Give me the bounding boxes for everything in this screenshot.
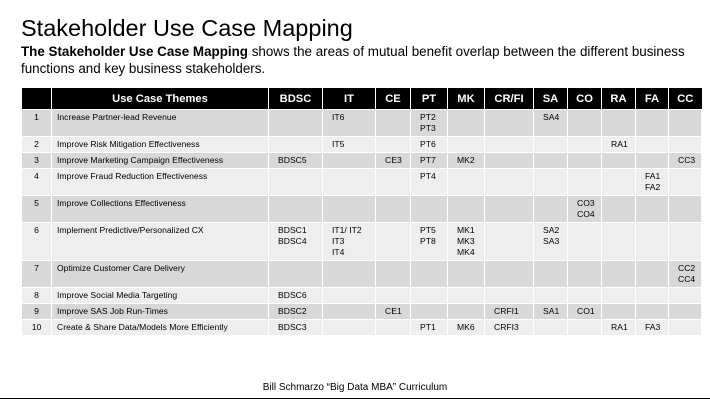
mapping-cell-cc — [669, 169, 702, 196]
mapping-cell-ce — [376, 196, 411, 223]
row-number: 6 — [22, 223, 52, 261]
header-use-case-themes: Use Case Themes — [52, 88, 269, 110]
mapping-cell-ce — [376, 223, 411, 261]
mapping-cell-cr-fi — [485, 137, 534, 153]
table-row — [22, 169, 702, 196]
mapping-code: BDSC4 — [278, 236, 307, 246]
header-cc: CC — [669, 88, 702, 110]
mapping-cell-pt — [411, 196, 448, 223]
mapping-cell-sa — [534, 169, 568, 196]
mapping-cell-cr-fi — [485, 223, 534, 261]
mapping-cell-fa — [636, 137, 669, 153]
header-sa: SA — [534, 88, 568, 110]
use-case-theme: Improve Fraud Reduction Effectiveness — [52, 169, 269, 196]
mapping-cell-ra — [602, 137, 636, 153]
mapping-code: CO4 — [577, 209, 595, 219]
use-case-theme: Improve SAS Job Run-Times — [52, 304, 269, 320]
mapping-cell-ra — [602, 110, 636, 137]
mapping-code: PT1 — [420, 322, 436, 332]
mapping-cell-bdsc — [269, 304, 323, 320]
header-ce: CE — [376, 88, 411, 110]
mapping-cell-bdsc — [269, 137, 323, 153]
mapping-code: BDSC1 — [278, 225, 307, 235]
row-number: 3 — [22, 153, 52, 169]
mapping-cell-bdsc — [269, 261, 323, 288]
use-case-theme: Increase Partner-lead Revenue — [52, 110, 269, 137]
mapping-code: CO1 — [577, 306, 595, 316]
mapping-cell-ce — [376, 320, 411, 336]
mapping-cell-cr-fi — [485, 110, 534, 137]
mapping-cell-ra — [602, 261, 636, 288]
mapping-cell-it — [323, 196, 376, 223]
mapping-cell-sa — [534, 196, 568, 223]
mapping-code: CRFI3 — [494, 322, 519, 332]
mapping-cell-cc — [669, 304, 702, 320]
mapping-code: PT3 — [420, 123, 436, 133]
mapping-cell-it — [323, 320, 376, 336]
mapping-cell-mk — [448, 110, 485, 137]
row-number: 1 — [22, 110, 52, 137]
mapping-cell-pt — [411, 110, 448, 137]
mapping-code: BDSC6 — [278, 290, 307, 300]
mapping-code: RA1 — [611, 322, 628, 332]
mapping-cell-cr-fi — [485, 153, 534, 169]
mapping-cell-bdsc — [269, 153, 323, 169]
row-number: 7 — [22, 261, 52, 288]
mapping-cell-ce — [376, 304, 411, 320]
mapping-cell-ra — [602, 223, 636, 261]
use-case-theme: Create & Share Data/Models More Efficiently — [52, 320, 269, 336]
header-ra: RA — [602, 88, 636, 110]
mapping-cell-ra — [602, 153, 636, 169]
mapping-cell-cr-fi — [485, 261, 534, 288]
mapping-cell-co — [568, 137, 602, 153]
mapping-code: BDSC2 — [278, 306, 307, 316]
mapping-code: PT8 — [420, 236, 436, 246]
mapping-cell-sa — [534, 153, 568, 169]
mapping-cell-pt — [411, 153, 448, 169]
row-number: 4 — [22, 169, 52, 196]
mapping-cell-mk — [448, 153, 485, 169]
mapping-cell-it — [323, 153, 376, 169]
mapping-code: BDSC5 — [278, 155, 307, 165]
table-body — [22, 110, 702, 336]
mapping-cell-ra — [602, 304, 636, 320]
mapping-code: PT7 — [420, 155, 436, 165]
table-header-row — [22, 88, 702, 110]
use-case-theme: Optimize Customer Care Delivery — [52, 261, 269, 288]
mapping-cell-ra — [602, 320, 636, 336]
row-number: 8 — [22, 288, 52, 304]
table-row — [22, 304, 702, 320]
mapping-code: SA2 — [543, 225, 560, 235]
mapping-cell-fa — [636, 153, 669, 169]
mapping-code: SA4 — [543, 112, 560, 122]
mapping-code: BDSC3 — [278, 322, 307, 332]
mapping-cell-co — [568, 261, 602, 288]
bottom-divider — [0, 398, 710, 399]
mapping-cell-it — [323, 169, 376, 196]
mapping-cell-fa — [636, 288, 669, 304]
mapping-code: SA1 — [543, 306, 560, 316]
mapping-cell-it — [323, 304, 376, 320]
mapping-code: CRFI1 — [494, 306, 519, 316]
table-row — [22, 196, 702, 223]
mapping-cell-mk — [448, 137, 485, 153]
row-number: 9 — [22, 304, 52, 320]
header-bdsc: BDSC — [269, 88, 323, 110]
mapping-code: MK4 — [457, 247, 475, 257]
mapping-code: MK2 — [457, 155, 475, 165]
mapping-cell-co — [568, 304, 602, 320]
mapping-cell-mk — [448, 223, 485, 261]
mapping-cell-mk — [448, 288, 485, 304]
mapping-cell-bdsc — [269, 196, 323, 223]
mapping-cell-pt — [411, 288, 448, 304]
mapping-cell-cr-fi — [485, 320, 534, 336]
mapping-cell-mk — [448, 261, 485, 288]
mapping-code: RA1 — [611, 139, 628, 149]
mapping-cell-cc — [669, 196, 702, 223]
mapping-code: IT6 — [332, 112, 345, 122]
mapping-cell-sa — [534, 288, 568, 304]
mapping-cell-bdsc — [269, 223, 323, 261]
mapping-cell-cr-fi — [485, 169, 534, 196]
mapping-cell-ce — [376, 261, 411, 288]
mapping-code: CC3 — [678, 155, 696, 165]
mapping-code: CE1 — [385, 306, 402, 316]
mapping-cell-it — [323, 137, 376, 153]
mapping-cell-ce — [376, 169, 411, 196]
mapping-cell-cc — [669, 137, 702, 153]
use-case-table — [21, 88, 702, 336]
mapping-cell-bdsc — [269, 169, 323, 196]
mapping-code: PT4 — [420, 171, 436, 181]
mapping-code: FA2 — [645, 182, 661, 192]
mapping-cell-cc — [669, 320, 702, 336]
mapping-code: CC4 — [678, 274, 696, 284]
mapping-cell-cr-fi — [485, 304, 534, 320]
mapping-code: PT5 — [420, 225, 436, 235]
mapping-cell-cc — [669, 153, 702, 169]
header-number — [22, 88, 52, 110]
mapping-cell-cc — [669, 110, 702, 137]
header-cr-fi: CR/FI — [485, 88, 534, 110]
mapping-cell-cc — [669, 288, 702, 304]
mapping-cell-sa — [534, 137, 568, 153]
mapping-cell-mk — [448, 196, 485, 223]
header-co: CO — [568, 88, 602, 110]
mapping-cell-pt — [411, 304, 448, 320]
use-case-theme: Improve Collections Effectiveness — [52, 196, 269, 223]
mapping-cell-ce — [376, 110, 411, 137]
subtitle-bold: The Stakeholder Use Case Mapping — [21, 44, 248, 59]
mapping-cell-mk — [448, 320, 485, 336]
subtitle-text: shows the areas of mutual benefit overlap between the different business functions and key business stakeholders. — [21, 44, 685, 76]
mapping-code: CO3 — [577, 198, 595, 208]
mapping-cell-cc — [669, 261, 702, 288]
table-row — [22, 153, 702, 169]
header-mk: MK — [448, 88, 485, 110]
mapping-cell-pt — [411, 169, 448, 196]
header-it: IT — [323, 88, 376, 110]
mapping-cell-mk — [448, 169, 485, 196]
mapping-code: FA3 — [645, 322, 661, 332]
mapping-cell-bdsc — [269, 320, 323, 336]
mapping-cell-co — [568, 110, 602, 137]
mapping-cell-co — [568, 288, 602, 304]
mapping-cell-ce — [376, 153, 411, 169]
header-pt: PT — [411, 88, 448, 110]
mapping-cell-pt — [411, 320, 448, 336]
mapping-code: CC2 — [678, 263, 696, 273]
mapping-cell-pt — [411, 137, 448, 153]
use-case-theme: Improve Risk Mitigation Effectiveness — [52, 137, 269, 153]
mapping-cell-it — [323, 288, 376, 304]
mapping-code: PT6 — [420, 139, 436, 149]
table-row — [22, 261, 702, 288]
mapping-cell-cc — [669, 223, 702, 261]
mapping-cell-mk — [448, 304, 485, 320]
mapping-code: IT4 — [332, 247, 345, 257]
mapping-code: FA1 — [645, 171, 661, 181]
mapping-cell-it — [323, 110, 376, 137]
subtitle — [21, 43, 701, 77]
mapping-cell-cr-fi — [485, 288, 534, 304]
use-case-theme: Improve Social Media Targeting — [52, 288, 269, 304]
mapping-cell-ra — [602, 196, 636, 223]
mapping-cell-fa — [636, 110, 669, 137]
mapping-cell-sa — [534, 223, 568, 261]
row-number: 10 — [22, 320, 52, 336]
table-row — [22, 223, 702, 261]
mapping-cell-ce — [376, 137, 411, 153]
mapping-cell-it — [323, 261, 376, 288]
mapping-cell-sa — [534, 110, 568, 137]
mapping-cell-pt — [411, 261, 448, 288]
mapping-code: IT3 — [332, 236, 345, 246]
mapping-cell-ce — [376, 288, 411, 304]
mapping-cell-co — [568, 196, 602, 223]
mapping-cell-fa — [636, 196, 669, 223]
mapping-code: CE3 — [385, 155, 402, 165]
mapping-cell-fa — [636, 223, 669, 261]
mapping-cell-fa — [636, 261, 669, 288]
mapping-code: SA3 — [543, 236, 560, 246]
use-case-theme: Implement Predictive/Personalized CX — [52, 223, 269, 261]
header-fa: FA — [636, 88, 669, 110]
mapping-cell-co — [568, 169, 602, 196]
mapping-cell-bdsc — [269, 288, 323, 304]
mapping-cell-ra — [602, 288, 636, 304]
mapping-code: MK1 — [457, 225, 475, 235]
mapping-code: PT2 — [420, 112, 436, 122]
page-title: Stakeholder Use Case Mapping — [21, 15, 353, 41]
mapping-cell-sa — [534, 304, 568, 320]
footer-credit: Bill Schmarzo “Big Data MBA” Curriculum — [262, 382, 448, 393]
mapping-code: MK6 — [457, 322, 475, 332]
table-row — [22, 288, 702, 304]
mapping-cell-sa — [534, 320, 568, 336]
mapping-cell-ra — [602, 169, 636, 196]
use-case-theme: Improve Marketing Campaign Effectiveness — [52, 153, 269, 169]
table-row — [22, 110, 702, 137]
mapping-cell-co — [568, 153, 602, 169]
mapping-cell-sa — [534, 261, 568, 288]
mapping-cell-cr-fi — [485, 196, 534, 223]
mapping-code: MK3 — [457, 236, 475, 246]
mapping-code: IT1/ IT2 — [332, 225, 362, 235]
mapping-cell-fa — [636, 320, 669, 336]
mapping-cell-fa — [636, 169, 669, 196]
row-number: 2 — [22, 137, 52, 153]
mapping-cell-pt — [411, 223, 448, 261]
mapping-cell-fa — [636, 304, 669, 320]
table-row — [22, 137, 702, 153]
mapping-cell-co — [568, 320, 602, 336]
mapping-cell-it — [323, 223, 376, 261]
mapping-cell-bdsc — [269, 110, 323, 137]
row-number: 5 — [22, 196, 52, 223]
mapping-cell-co — [568, 223, 602, 261]
table-row — [22, 320, 702, 336]
mapping-code: IT5 — [332, 139, 345, 149]
